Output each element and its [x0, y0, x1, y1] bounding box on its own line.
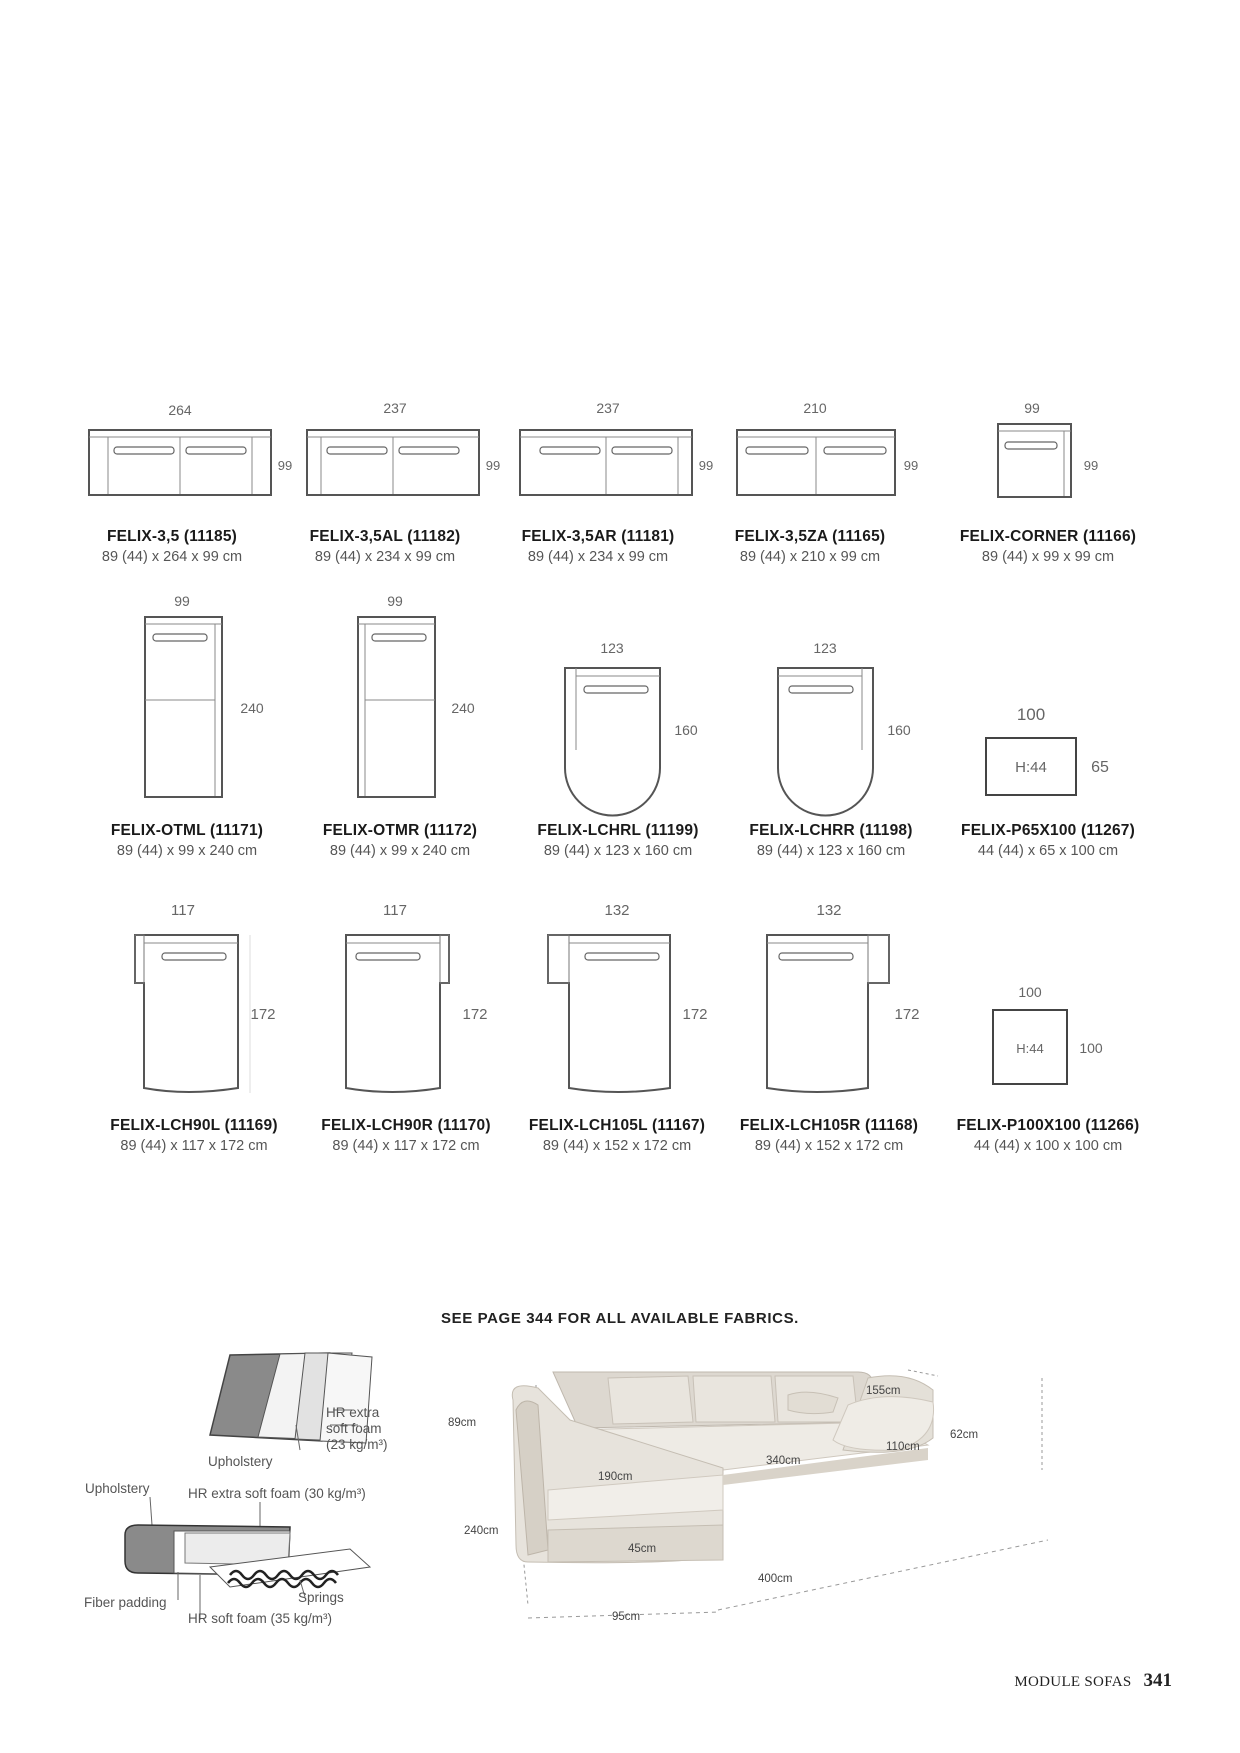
module-felix-lchrl — [520, 640, 720, 870]
svg-text:117: 117 — [383, 902, 407, 919]
module-drawing — [95, 590, 275, 830]
svg-text:210: 210 — [803, 400, 827, 416]
svg-text:123: 123 — [600, 640, 624, 656]
module-dims: 44 (44) x 100 x 100 cm — [973, 1138, 1123, 1154]
page-footer — [1014, 1670, 1172, 1692]
module-felix-lch105r — [737, 895, 937, 1175]
module-felix-3-5ar — [498, 390, 714, 570]
module-felix-3-5al — [285, 390, 501, 570]
module-dims: 89 (44) x 117 x 172 cm — [120, 1138, 268, 1154]
module-name: FELIX-LCH105L (11167) — [528, 1117, 706, 1134]
page-number: 341 — [1143, 1670, 1172, 1691]
module-drawing — [948, 980, 1148, 1090]
svg-text:95cm: 95cm — [612, 1611, 641, 1623]
module-felix-3-5za — [710, 390, 919, 570]
svg-text:99: 99 — [174, 593, 190, 609]
module-name: FELIX-3,5AL (11182) — [309, 528, 461, 545]
module-name: FELIX-3,5ZA (11165) — [734, 528, 886, 545]
svg-text:100: 100 — [1016, 705, 1046, 724]
module-drawing — [733, 640, 933, 820]
sectional-sofa-photo — [448, 1350, 1078, 1650]
svg-text:160: 160 — [674, 722, 698, 738]
svg-text:123: 123 — [813, 640, 837, 656]
svg-text:HR extra: HR extra — [326, 1405, 380, 1420]
module-dims: 44 (44) x 65 x 100 cm — [977, 843, 1119, 859]
module-dims: 89 (44) x 99 x 99 cm — [981, 549, 1115, 565]
svg-text:400cm: 400cm — [758, 1573, 793, 1585]
svg-text:237: 237 — [383, 400, 407, 416]
module-name: FELIX-LCHRL (11199) — [537, 822, 699, 839]
svg-text:H:44: H:44 — [1016, 1041, 1044, 1056]
svg-text:62cm: 62cm — [950, 1429, 979, 1441]
module-drawing — [948, 700, 1148, 810]
layers-illustration — [84, 1335, 470, 1655]
module-name: FELIX-P65X100 (11267) — [961, 822, 1135, 839]
svg-text:100: 100 — [1079, 1040, 1103, 1056]
module-name: FELIX-LCH90R (11170) — [321, 1117, 491, 1134]
svg-text:172: 172 — [250, 1006, 276, 1023]
svg-text:100: 100 — [1018, 984, 1042, 1000]
module-drawing — [948, 390, 1148, 520]
module-dims: 89 (44) x 264 x 99 cm — [101, 549, 243, 565]
module-drawing — [100, 895, 300, 1095]
module-name: FELIX-3,5 (11185) — [106, 528, 238, 545]
module-name: FELIX-LCH90L (11169) — [110, 1117, 278, 1134]
module-felix-lch90l — [100, 895, 300, 1175]
svg-text:190cm: 190cm — [598, 1471, 633, 1483]
fabrics-note: SEE PAGE 344 FOR ALL AVAILABLE FABRICS. — [441, 1310, 799, 1327]
module-name: FELIX-OTML (11171) — [110, 822, 264, 839]
module-drawing — [312, 895, 512, 1095]
svg-text:110cm: 110cm — [886, 1441, 920, 1453]
svg-text:237: 237 — [596, 400, 620, 416]
svg-text:Fiber padding: Fiber padding — [84, 1595, 167, 1610]
svg-text:soft foam: soft foam — [326, 1421, 382, 1436]
svg-text:172: 172 — [682, 1006, 708, 1023]
svg-text:99: 99 — [485, 458, 501, 473]
svg-text:340cm: 340cm — [766, 1455, 801, 1467]
module-name: FELIX-3,5AR (11181) — [521, 528, 675, 545]
svg-text:99: 99 — [903, 458, 919, 473]
module-felix-lchrr — [733, 640, 933, 870]
svg-text:240cm: 240cm — [464, 1525, 499, 1537]
svg-text:Springs: Springs — [298, 1590, 344, 1605]
module-felix-otml — [95, 590, 295, 870]
module-name: FELIX-OTMR (11172) — [322, 822, 478, 839]
module-dims: 89 (44) x 152 x 172 cm — [542, 1138, 692, 1154]
module-felix-p100x100 — [948, 980, 1148, 1170]
module-dims: 89 (44) x 234 x 99 cm — [314, 549, 456, 565]
module-felix-lch90r — [312, 895, 512, 1175]
svg-text:155cm: 155cm — [866, 1385, 901, 1397]
svg-text:99: 99 — [698, 458, 714, 473]
svg-text:45cm: 45cm — [628, 1543, 657, 1555]
svg-text:HR soft foam (35 kg/m³): HR soft foam (35 kg/m³) — [188, 1611, 333, 1626]
svg-text:Upholstery: Upholstery — [208, 1454, 273, 1469]
cushion-layers-diagram — [84, 1335, 470, 1655]
module-drawing — [285, 390, 501, 520]
svg-text:240: 240 — [240, 700, 264, 716]
module-dims: 89 (44) x 234 x 99 cm — [527, 549, 669, 565]
module-felix-lch105l — [525, 895, 725, 1175]
svg-text:HR extra soft foam (30 kg/m³): HR extra soft foam (30 kg/m³) — [188, 1486, 366, 1501]
svg-text:Upholstery: Upholstery — [85, 1481, 150, 1496]
svg-text:99: 99 — [277, 458, 293, 473]
module-name: FELIX-CORNER (11166) — [959, 528, 1137, 545]
svg-text:172: 172 — [894, 1006, 920, 1023]
module-drawing — [72, 390, 293, 520]
svg-text:(23 kg/m³): (23 kg/m³) — [326, 1437, 388, 1452]
module-drawing — [498, 390, 714, 520]
sofa-illustration — [448, 1350, 1078, 1650]
svg-text:132: 132 — [816, 902, 842, 919]
module-drawing — [308, 590, 488, 830]
svg-text:H:44: H:44 — [1015, 759, 1047, 776]
svg-text:117: 117 — [171, 902, 195, 919]
section-title: MODULE SOFAS — [1014, 1674, 1132, 1690]
svg-text:89cm: 89cm — [448, 1417, 477, 1429]
module-dims: 89 (44) x 99 x 240 cm — [329, 843, 471, 859]
module-drawing — [737, 895, 937, 1095]
module-dims: 89 (44) x 210 x 99 cm — [739, 549, 881, 565]
module-dims: 89 (44) x 117 x 172 cm — [332, 1138, 480, 1154]
svg-text:99: 99 — [1024, 400, 1040, 416]
module-dims: 89 (44) x 123 x 160 cm — [756, 843, 906, 859]
module-felix-p65x100 — [948, 700, 1148, 870]
module-name: FELIX-P100X100 (11266) — [956, 1117, 1140, 1134]
svg-text:240: 240 — [451, 700, 475, 716]
svg-text:65: 65 — [1091, 759, 1109, 776]
module-felix-3-5 — [72, 390, 293, 570]
module-dims: 89 (44) x 99 x 240 cm — [116, 843, 258, 859]
svg-text:99: 99 — [387, 593, 403, 609]
module-dims: 89 (44) x 123 x 160 cm — [543, 843, 693, 859]
module-felix-otmr — [308, 590, 508, 870]
module-name: FELIX-LCH105R (11168) — [739, 1117, 919, 1134]
module-drawing — [525, 895, 725, 1095]
svg-text:172: 172 — [462, 1006, 488, 1023]
svg-text:264: 264 — [168, 402, 192, 418]
svg-text:160: 160 — [887, 722, 911, 738]
svg-text:132: 132 — [604, 902, 630, 919]
module-felix-corner — [948, 390, 1148, 570]
module-dims: 89 (44) x 152 x 172 cm — [754, 1138, 904, 1154]
svg-text:99: 99 — [1083, 458, 1099, 473]
module-name: FELIX-LCHRR (11198) — [749, 822, 913, 839]
module-drawing — [710, 390, 920, 520]
module-drawing — [520, 640, 720, 820]
